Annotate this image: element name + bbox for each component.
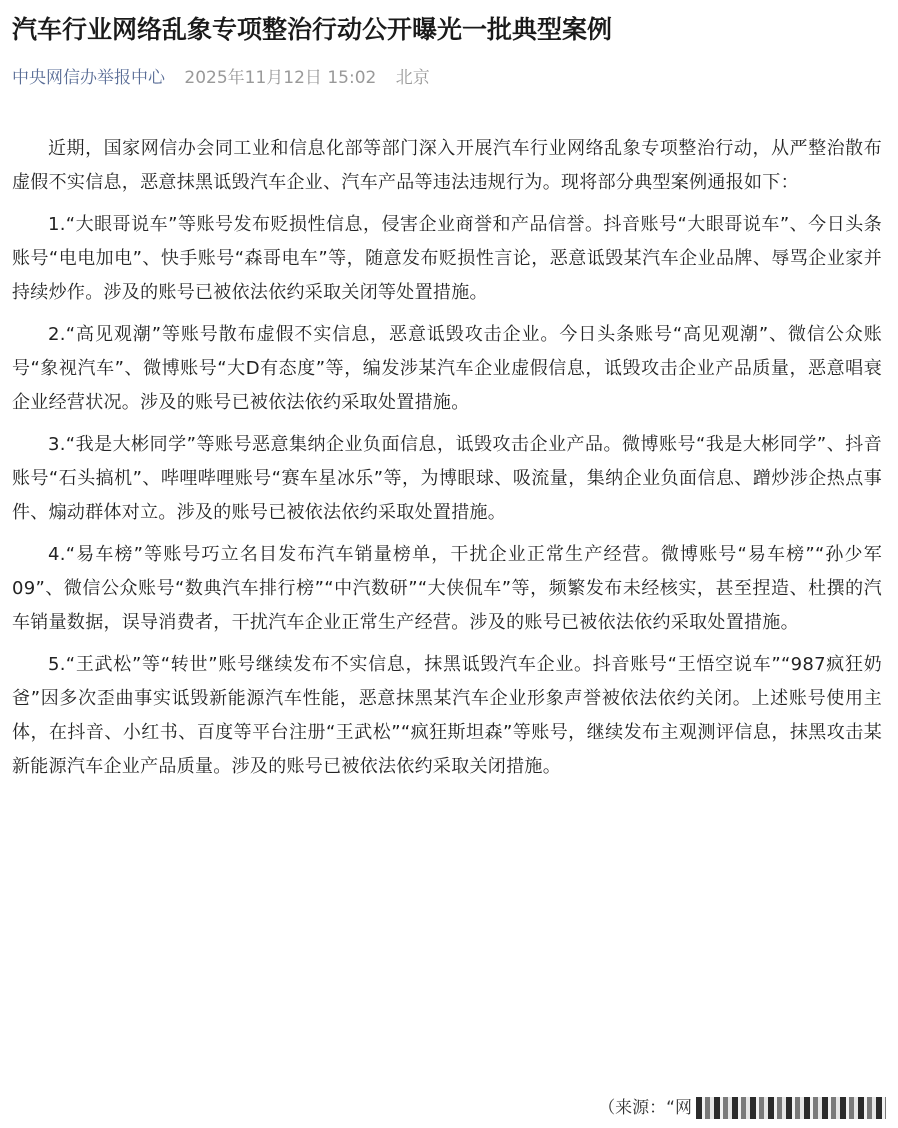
case-paragraph-4: 4.“易车榜”等账号巧立名目发布汽车销量榜单，干扰企业正常生产经营。微博账号“易车榜”“孙少军09”、微信公众账号“数典汽车排行榜”“中汽数研”“大侠侃车”等，频繁发布未经核实，甚至捏造、杜撰的汽车销量数据，误导消费者，干扰汽车企业正常生产经营。涉及的账号已被依法依约采取处置措施。	[12, 544, 882, 633]
case-paragraph-2: 2.“高见观潮”等账号散布虚假不实信息，恶意诋毁攻击企业。今日头条账号“高见观潮”、微信公众账号“象视汽车”、微博账号“大D有态度”等，编发涉某汽车企业虚假信息，诋毁攻击企业产品质量，恶意唱衰企业经营状况。涉及的账号已被依法依约采取处置措施。	[12, 324, 882, 413]
publish-location: 北京	[395, 68, 430, 88]
source-attribution	[598, 1094, 886, 1122]
publish-date: 2025年11月12日 15:02	[184, 68, 377, 88]
article-title: 汽车行业网络乱象专项整治行动公开曝光一批典型案例	[12, 15, 613, 44]
redacted-block	[696, 1097, 886, 1119]
article-meta	[12, 64, 430, 92]
intro-paragraph: 近期，国家网信办会同工业和信息化部等部门深入开展汽车行业网络乱象专项整治行动，从严整治散布虚假不实信息，恶意抹黑诋毁汽车企业、汽车产品等违法违规行为。现将部分典型案例通报如下：	[12, 138, 882, 193]
case-paragraph-3: 3.“我是大彬同学”等账号恶意集纳企业负面信息，诋毁攻击企业产品。微博账号“我是大彬同学”、抖音账号“石头搞机”、哔哩哔哩账号“赛车星冰乐”等，为博眼球、吸流量，集纳企业负面信息、蹭炒涉企热点事件、煽动群体对立。涉及的账号已被依法依约采取处置措施。	[12, 434, 882, 523]
source-label: （来源：“网	[598, 1098, 692, 1118]
case-paragraph-5: 5.“王武松”等“转世”账号继续发布不实信息，抹黑诋毁汽车企业。抖音账号“王悟空说车”“987疯狂奶爸”因多次歪曲事实诋毁新能源汽车性能，恶意抹黑某汽车企业形象声誉被依法依约关闭。上述账号使用主体，在抖音、小红书、百度等平台注册“王武松”“疯狂斯坦森”等账号，继续发布主观测评信息，抹黑攻击某新能源汽车企业产品质量。涉及的账号已被依法依约采取关闭措施。	[12, 654, 882, 777]
article-body	[12, 132, 882, 792]
case-paragraph-1: 1.“大眼哥说车”等账号发布贬损性信息，侵害企业商誉和产品信誉。抖音账号“大眼哥说车”、今日头条账号“电电加电”、快手账号“森哥电车”等，随意发布贬损性言论，恶意诋毁某汽车企业品牌、辱骂企业家并持续炒作。涉及的账号已被依法依约采取关闭等处置措施。	[12, 214, 882, 303]
publisher-link[interactable]: 中央网信办举报中心	[12, 68, 165, 88]
